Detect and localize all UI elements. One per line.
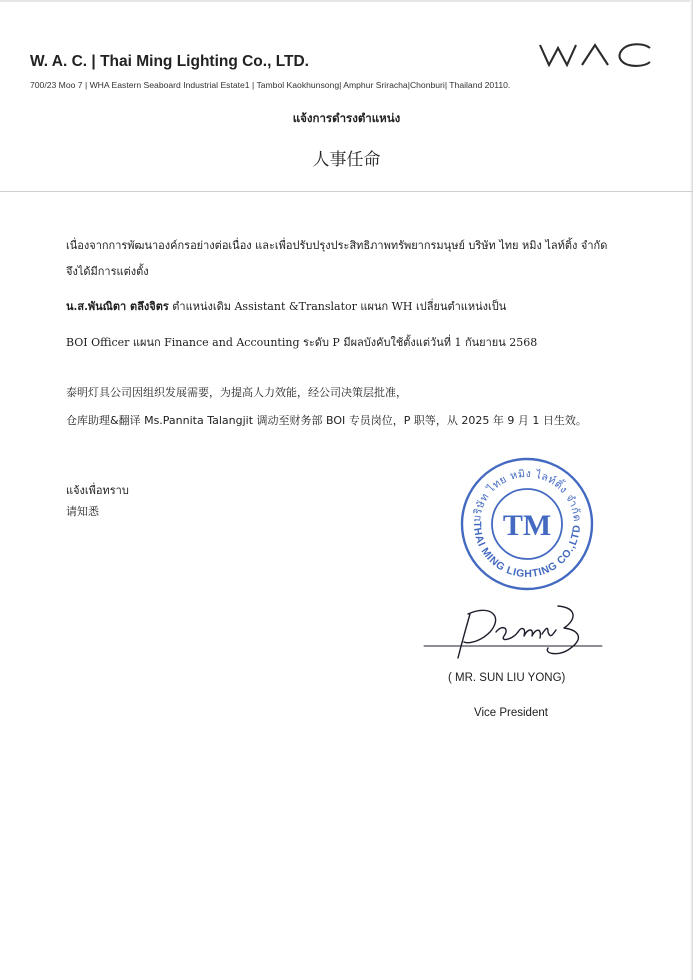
closing-thai: แจ้งเพื่อทราบ xyxy=(66,484,129,497)
body-paragraph-2-line-1 xyxy=(66,297,506,315)
company-name: W. A. C. | Thai Ming Lighting Co., LTD. xyxy=(30,53,309,70)
svg-text:TM: TM xyxy=(502,509,552,542)
handwritten-signature xyxy=(418,598,608,668)
company-address: 700/23 Moo 7 | WHA Eastern Seaboard Industrial Estate1 | Tambol Kaokhunsong| Amphur Sriracha|Chonburi| Thailand 20110. xyxy=(30,80,511,90)
company-seal xyxy=(458,455,596,593)
svg-text:THAI MING LIGHTING CO.,LTD.: THAI MING LIGHTING CO.,LTD xyxy=(470,521,584,581)
document-title-chinese: 人事任命 xyxy=(312,150,381,170)
body-paragraph-1-line-2: จึงได้มีการแต่งตั้ง xyxy=(66,265,149,278)
body-paragraph-1-line-1: เนื่องจากการพัฒนาองค์กรอย่างต่อเนื่อง และเพื่อปรับปรุงประสิทธิภาพทรัพยากรมนุษย์ บริษัท ไทย หมิง ไลท์ติ้ง จำกัด xyxy=(66,239,608,252)
body-paragraph-2-line-2: BOI Officer แผนก Finance and Accounting ระดับ P มีผลบังคับใช้ตั้งแต่วันที่ 1 กันยายน 2568 xyxy=(66,336,538,349)
svg-text:บริษัท ไทย หมิง ไลท์ติ้ง จำกัด: บริษัท ไทย หมิง ไลท์ติ้ง จำกัด xyxy=(470,467,584,523)
chinese-paragraph-line-2: 仓库助理&翻译 Ms.Pannita Talangjit 调动至财务部 BOI 专员岗位，P 职等，从 2025 年 9 月 1 日生效。 xyxy=(66,414,587,427)
signer-name: ( MR. SUN LIU YONG) xyxy=(448,672,566,684)
scan-edge xyxy=(0,0,693,2)
signer-title: Vice President xyxy=(474,707,548,719)
closing-chinese: 请知悉 xyxy=(66,505,99,518)
position-change-text: ตำแหน่งเดิม Assistant &Translator แผนก WH เปลี่ยนตำแหน่งเป็น xyxy=(172,300,507,313)
wac-logo xyxy=(538,42,656,68)
chinese-paragraph-line-1: 泰明灯具公司因组织发展需要，为提高人力效能，经公司决策层批准， xyxy=(66,386,407,399)
employee-name-thai: น.ส.พันณิตา ตลึงจิตร xyxy=(66,300,169,313)
document-title-thai: แจ้งการดำรงตำแหน่ง xyxy=(292,111,401,125)
header-divider xyxy=(0,191,693,192)
